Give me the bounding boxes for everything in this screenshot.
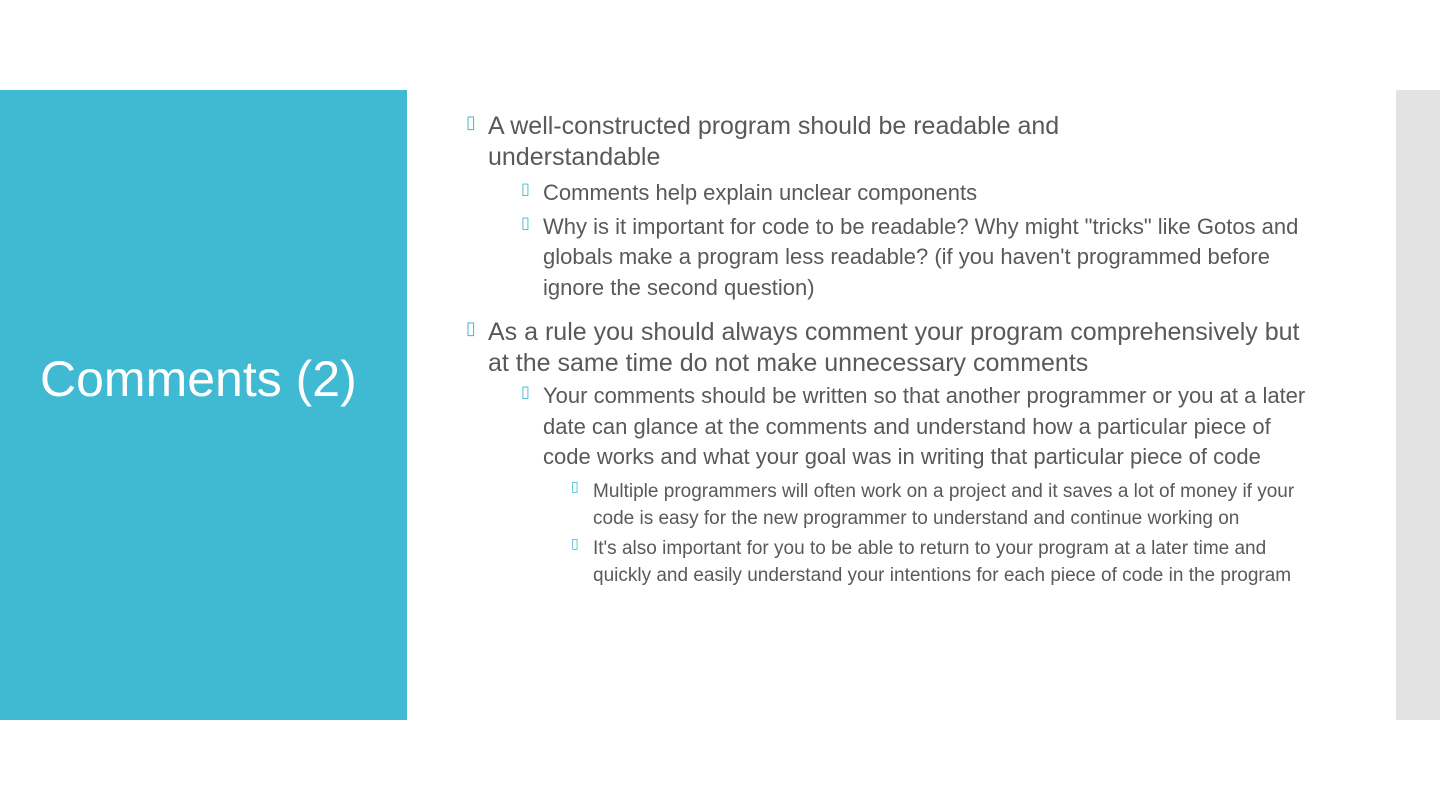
sub-sub-bullet-multiple-programmers — [571, 478, 1313, 532]
sub-sub-bullet-return-later — [571, 535, 1313, 589]
sub-bullet-comments-help — [521, 178, 1313, 209]
slide-content — [466, 111, 1346, 589]
bullet-marker-icon: ▯ — [466, 318, 476, 339]
bullet-marker-icon: ▯ — [571, 478, 579, 495]
bullet-text: Why is it important for code to be readable? Why might "tricks" like Gotos and globals make a program less readable? (if you haven't programmed before ignore the second question) — [543, 213, 1299, 300]
sub-bullet-write-comments — [521, 381, 1313, 473]
bullet-readable-program — [466, 111, 1138, 172]
bullet-marker-icon: ▯ — [521, 212, 530, 232]
bullet-text: Comments help explain unclear components — [543, 180, 978, 205]
bullet-text: Multiple programmers will often work on a project and it saves a lot of money if your code is easy for the new programmer to understand and continue working on — [593, 480, 1295, 529]
bullet-text: A well-constructed program should be readable and understandable — [488, 112, 1060, 171]
bullet-marker-icon: ▯ — [571, 535, 579, 552]
bullet-text: It's also important for you to be able to return to your program at a later time and quickly and easily understand your intentions for each piece of code in the program — [593, 537, 1292, 586]
bullet-text: As a rule you should always comment your program comprehensively but at the same time do not make unnecessary comments — [488, 318, 1300, 377]
right-side-bar — [1396, 90, 1440, 720]
bullet-comment-rule — [466, 317, 1308, 378]
sub-bullet-why-readable — [521, 212, 1313, 304]
bullet-marker-icon: ▯ — [521, 382, 530, 401]
bullet-marker-icon: ▯ — [466, 112, 476, 133]
slide-title: Comments (2) — [40, 351, 357, 407]
bullet-text: Your comments should be written so that another programmer or you at a later date can glance at the comments and understand how a particular piece of code works and what your goal was in writing that particular piece of code — [543, 383, 1306, 469]
bullet-marker-icon: ▯ — [521, 179, 530, 198]
